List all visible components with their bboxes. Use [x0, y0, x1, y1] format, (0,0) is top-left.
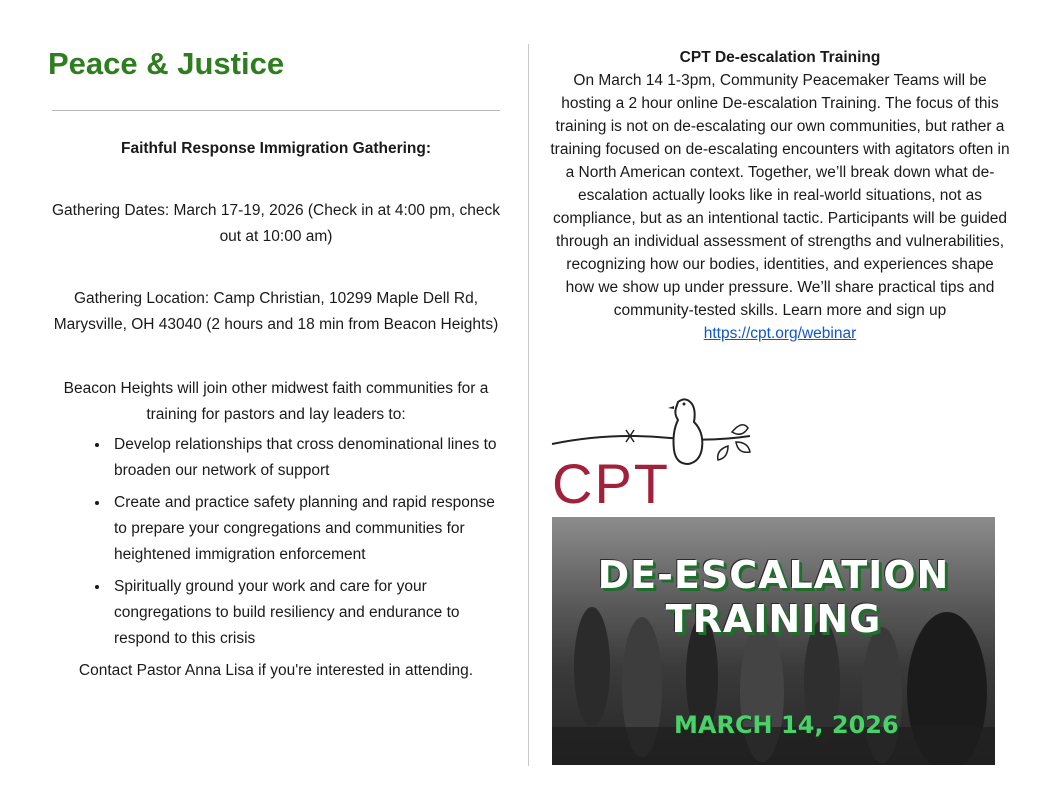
poster-date: MARCH 14, 2026 — [674, 711, 899, 739]
gathering-heading: Faithful Response Immigration Gathering: — [120, 140, 432, 157]
poster-title-line1: DE-ESCALATION — [597, 553, 950, 597]
gathering-location: Gathering Location: Camp Christian, 10299 Maple Dell Rd, Marysville, OH 43040 (2 hours and 18 min from Beacon Heights) — [53, 290, 499, 333]
gathering-intro: Beacon Heights will join other midwest faith communities for a training for pastors and lay leaders to: — [63, 380, 489, 423]
list-item: • Create and practice safety planning and rapid response to prepare your congregations and communities for heightened immigration enforcement — [110, 490, 504, 568]
title-divider — [52, 110, 500, 111]
signup-link[interactable]: https://cpt.org/webinar — [703, 325, 857, 342]
training-description: On March 14 1-3pm, Community Peacemaker Teams will be hosting a 2 hour online De-escalation Training. The focus of this training is not on de-escalating our own communities, but rather a training focused on de-escalating encounters with agitators often in a North American context. Together, we’ll break down what de-escalation actually looks like in real-world situations, not as compliance, but as an intentional tactic. Participants will be guided through an individual assessment of strengths and vulnerabilities, recognizing how our bodies, identities, and experiences shape how we show up under pressure. We’ll share practical tips and community-tested skills. Learn more and sign up — [550, 72, 1010, 319]
right-column — [550, 46, 1010, 345]
column-divider — [528, 44, 529, 766]
cpt-logo-text: CPT — [552, 452, 670, 515]
gathering-dates: Gathering Dates: March 17-19, 2026 (Check in at 4:00 pm, check out at 10:00 am) — [51, 202, 500, 245]
training-heading: CPT De-escalation Training — [679, 49, 881, 66]
gathering-section — [48, 136, 504, 684]
training-body — [550, 69, 1010, 345]
deescalation-poster-image — [552, 517, 995, 765]
list-item: • Develop relationships that cross denominational lines to broaden our network of support — [110, 432, 504, 484]
poster-title-line2: TRAINING — [665, 597, 882, 641]
list-item: • Spiritually ground your work and care for your congregations to build resiliency and endurance to respond to this crisis — [110, 574, 504, 652]
goals-list — [48, 432, 504, 652]
page-title: Peace & Justice — [48, 46, 285, 81]
contact-note: Contact Pastor Anna Lisa if you're interested in attending. — [78, 662, 474, 679]
left-column — [48, 44, 504, 84]
